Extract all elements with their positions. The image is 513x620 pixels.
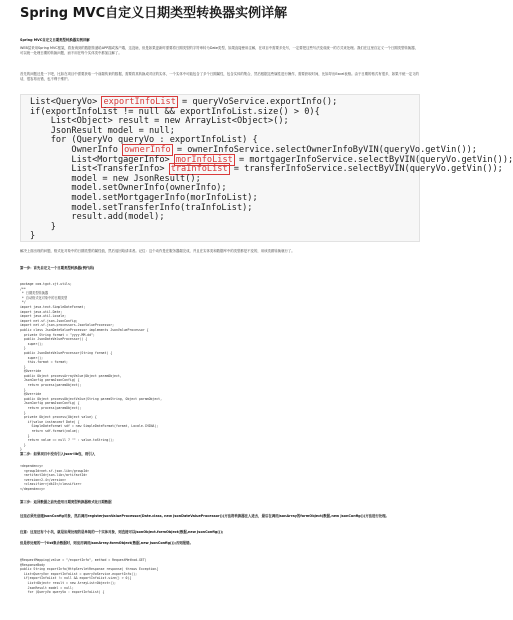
code-line: JsonResult model = null; (30, 125, 175, 136)
code-line: model.setMortgagerInfo(morInfoList); (30, 193, 258, 203)
highlighted-variable: ownerInfo (124, 145, 171, 155)
step1-heading: 第一步：首先自定义一个日期类型转换器(例代码) (20, 266, 95, 270)
code-line: model.setOwnerInfo(ownerInfo); (30, 183, 227, 194)
code-line: for (QueryVo queryVo : exportInfoList) { (30, 135, 258, 146)
maven-code: <dependency> <groupId>net.sf.json-lib</groupId> <artifactId>json-lib</artifactId> <version>2.4</version> <classifier>jdk15</classifier> </dependency> (20, 464, 90, 491)
controller-code: @RequestMapping(value = "/exportInfo", method = RequestMethod.GET) @ResponseBody public String exportInfo(HttpServletResponse response) throws Exception{ List<QueryVo> exportInfoList = queryVoService.exportInfo(); if(exportInfoList != null && exportInfoList.size() > 0){ List<Object> result = new ArrayList<Object>(); JsonResult model = null; for (QueryVo queryVo : exportInfoList) { (20, 558, 159, 595)
code-line: model = new JsonResult(); (30, 173, 201, 184)
code-line: } (30, 221, 56, 232)
problem-paragraph: 首先的问题还是一下吧，比如在项目中需要获取一个前端传来的数据，需要将其转换成对应的实体，一个实体中可能包含了多个日期属性，包含实体的集合，然后根据这些属性进行操作，需要获取时间，比如导出Excel表格。由于日期的格式有很多，如果不统一定义的话，很容易出错，也不利于维护。 (20, 72, 419, 82)
code-line: List<TransferInfo> traInfoList = transferInfoService.selectByVIN(queryVo.getVin()); (30, 164, 503, 175)
note-paragraph: 注意：这里还有个小坑，就是如果处理的是单纯的一个实体对象，则直接可以JsonObject.formObject(数据,new JsonConfig()); (20, 530, 224, 534)
highlighted-variable: morInfoList (175, 154, 233, 165)
java-code: package com.tgxt.cjt.utils; /** * 日期类型转换器 * 自动格式化对象中的日期类型 */ import java.text.SimpleDateFormat; import java.util.Date; import java.util.Locale; import net.sf.json.JsonConfig; import net.sf.json.processors.JsonValueProcessor; public class JsonDateValueProcessor implements JsonValueProcessor { private String format = "yyyy-MM-dd"; public JsonDateValueProcessor() { super(); } public JsonDateValueProcessor(String format) { super(); this.format = format; } @Override public Object processArrayValue(Object paramObject, JsonConfig paramJsonConfig) { return process(paramObject); } @Override public Object processObjectValue(String paramString, Object paramObject, JsonConfig paramJsonConfig) { return process(paramObject); } private Object process(Object value) { if(value instanceof Date) { SimpleDateFormat sdf = new SimpleDateFormat(format, Locale.CHINA); return sdf.format(value); } return value == null ? "" : value.toString(); } } (20, 282, 163, 452)
section-subtitle: Spring MVC自定义日期类型转换器实例详解 (20, 38, 90, 42)
code-line: result.add(model); (30, 212, 165, 223)
code-line: List<MortgagerInfo> morInfoList = mortgagerInfoService.selectByVIN(queryVo.getVin()); (30, 154, 513, 165)
step2-heading: 第二步：如果项目中没有引入json-lib包，则引入 (20, 452, 96, 456)
note2-paragraph: 但是你处理的一个list集合数据时，则应用调用JsonArray.formObject(数据,new JsonConfig());否则报错。 (20, 541, 193, 545)
code-line: OwnerInfo ownerInfo = ownerInfoService.selectOwnerInfoByVIN(queryVo.getVin()); (30, 145, 477, 155)
code-line: } (30, 231, 36, 242)
code-line: if(exportInfoList != null && exportInfoList.size() > 0){ (30, 106, 320, 117)
highlighted-variable: traInfoList (170, 164, 228, 175)
step3-heading: 第三步：返回数据之前先使用日期类型转换器格式化日期数据 (20, 500, 112, 504)
code-line: model.setTransferInfo(traInfoList); (30, 202, 253, 213)
code-line: List<QueryVo> exportInfoList = queryVoService.exportInfo(); (30, 97, 338, 107)
code-line: List<Object> result = new ArrayList<Object>(); (30, 116, 289, 127)
solution-paragraph: 解决上面出现的问题，格式化对象中的日期类型的属性值，然后返回给请求者。记住：这个动作是在服务器端完成，并且在实体类和数据库中的类型都是不变的，用该类做转换就行了。 (20, 249, 295, 253)
step3-description: 这里必须先创建JsonConfig对象，然后调用registerJsonValueProcessor(Date.class, new JsonDateValueProcessor())方法将转换器注入进去，最后在调用JsonArray的formObject(数据,new JsonConfig())方法进行处理。 (20, 514, 389, 518)
intro-paragraph: WEB层采用Spring MVC框架，将查询到的数据传递给APP端或客户端，这没啥，但是如果更新时需要将日期类型的字符串转为Date类型，如果直接使用注解，在项目中需要多处写，一定要把这些写法变成统一的方式来处理。我们在这里自定义一个日期类型转换器，可以统一处理日期的转换问题，而不用在每个实体类中都加注解了。 (20, 46, 418, 56)
highlighted-variable: exportInfoList (103, 97, 176, 107)
article-title: Spring MVC自定义日期类型转换器实例详解 (20, 6, 288, 21)
